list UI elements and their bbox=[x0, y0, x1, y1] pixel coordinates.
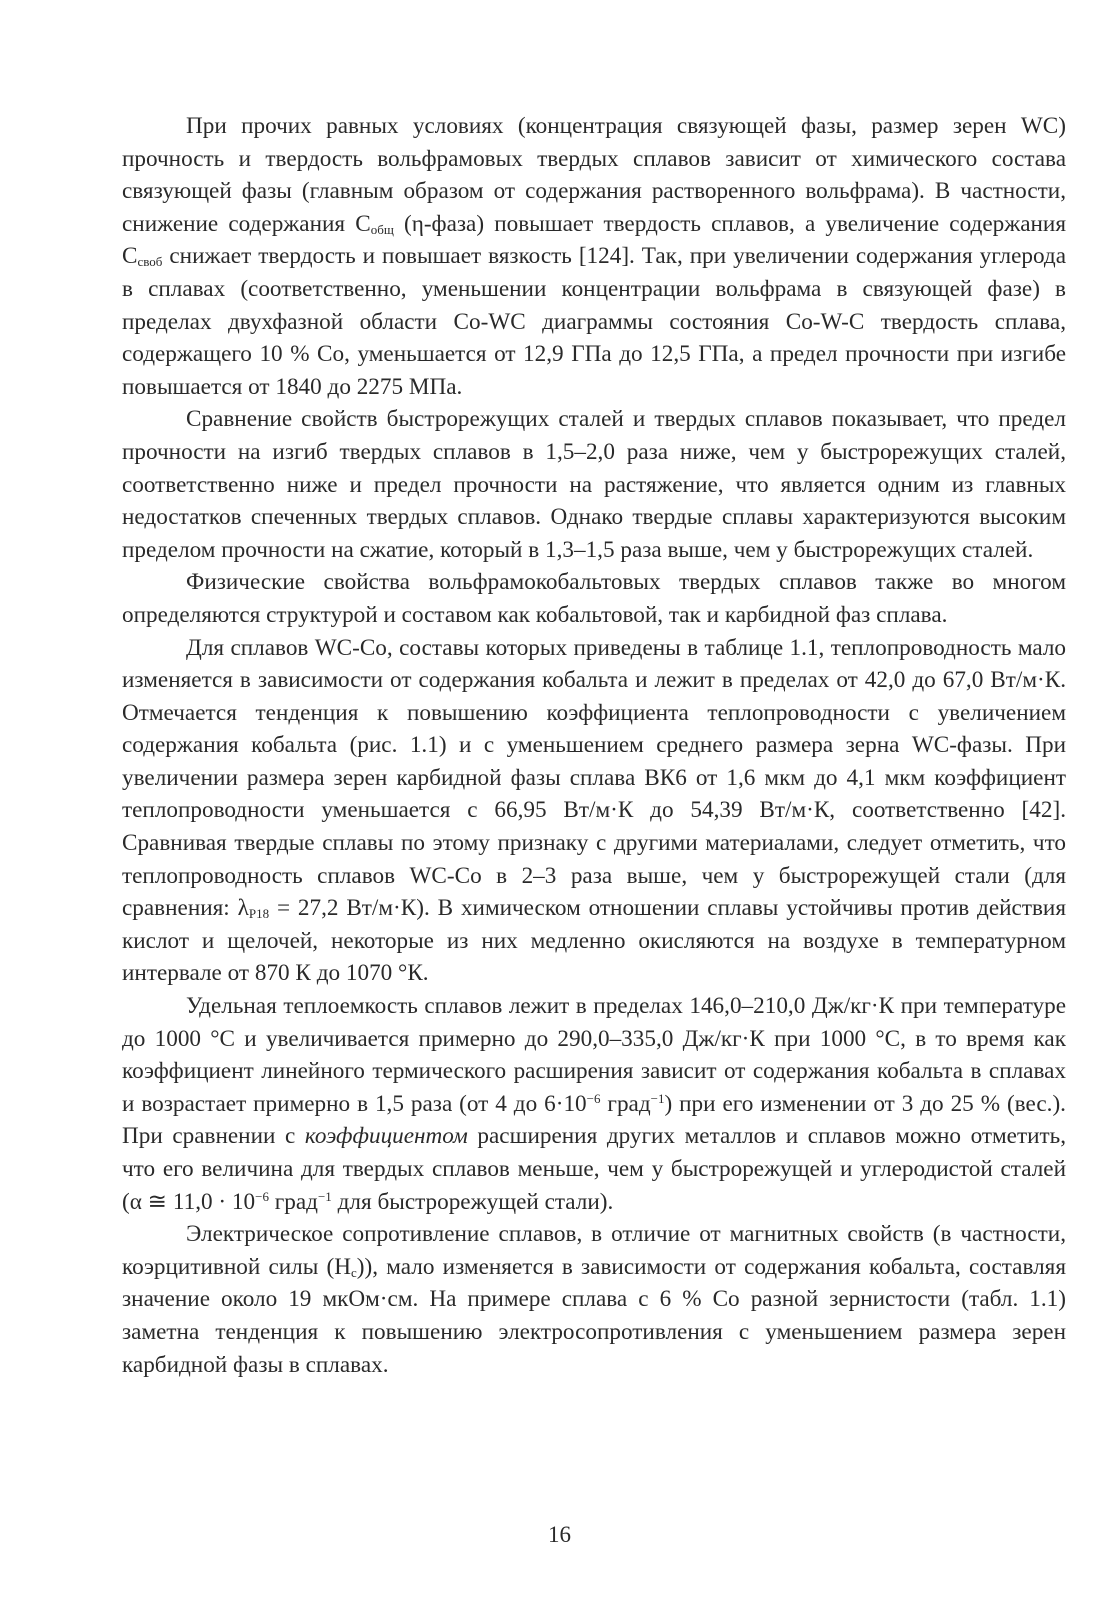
paragraph-6: Электрическое сопротивление сплавов, в отличие от магнитных свойств (в частности, коэрцитивной силы $(H_c)$), мало изменяется в зависимости от содержания кобальта, составляя значение около 19 мкОм·см. На примере сплава с 6 % Co разной зернистости (табл. 1.1) заметна тенденция к повышению электросопротивления с уменьшением размера зерен карбидной фазы в сплавах. bbox=[122, 1221, 1066, 1378]
paragraph-5: Удельная теплоемкость сплавов лежит в пределах 146,0–210,0 Дж/кг·К при температуре до 1000 °С и увеличивается примерно до 290,0–335,0 Дж/кг·К при 1000 °С, в то время как коэффициент линейного термического расширения зависит от содержания кобальта в сплавах и возрастает примерно в 1,5 раза (от 4 до $6\cdot 10^{-6}$ град$^{-1}$) при его изменении от 3 до 25 % (вес.). При сравнении с коэффициентом расширения других металлов и сплавов можно отметить, что его величина для твердых сплавов меньше, чем у быстрорежущей и углеродистой сталей (α ≅ $11,0 \cdot 10^{-6}$ град$^{-1}$ для быстрорежущей стали). bbox=[122, 993, 1067, 1215]
paragraph-4: Для сплавов WC-Co, составы которых приведены в таблице 1.1, теплопроводность мало изменяется в зависимости от содержания кобальта и лежит в пределах от 42,0 до 67,0 Вт/м·К. Отмечается тенденция к повышению коэффициента теплопроводности с увеличением содержания кобальта (рис. 1.1) и с уменьшением среднего размера зерна WC-фазы. При увеличении размера зерен карбидной фазы сплава ВК6 от 1,6 мкм до 4,1 мкм коэффициент теплопроводности уменьшается с 66,95 Вт/м·К до 54,39 Вт/м·К, соответственно [42]. Сравнивая твердые сплавы по этому признаку с другими материалами, следует отметить, что теплопроводность сплавов WC-Co в 2–3 раза выше, чем у быстрорежущей стали (для сравнения: $\lambda_{P18} = 27,2$ Вт/м·К). В химическом отношении сплавы устойчивы против действия кислот и щелочей, некоторые из них медленно окисляются на воздухе в температурном интервале от 870 К до 1070 °К. bbox=[122, 634, 1066, 987]
paragraph-2: Сравнение свойств быстрорежущих сталей и твердых сплавов показывает, что предел прочности на изгиб твердых сплавов в 1,5–2,0 раза ниже, чем у быстрорежущих сталей, соответственно ниже и предел прочности на растяжение, что является одним из главных недостатков спеченных твердых сплавов. Однако твердые сплавы характеризуются высоким пределом прочности на сжатие, который в 1,3–1,5 раза выше, чем у быстрорежущих сталей. bbox=[122, 406, 1066, 563]
page-number: 16 bbox=[548, 1522, 571, 1547]
paragraph-1: При прочих равных условиях (концентрация связующей фазы, размер зерен WC) прочность и твердость вольфрамовых твердых сплавов зависит от химического состава связующей фазы (главным образом от содержания растворенного вольфрама). В частности, снижение содержания $C_{общ}$ (η-фаза) повышает твердость сплавов, а увеличение содержания $C_{своб}$ снижает твердость и повышает вязкость [124]. Так, при увеличении содержания углерода в сплавах (соответственно, уменьшении концентрации вольфрама в связующей фазе) в пределах двухфазной области Co-WC диаграммы состояния Co-W-C твердость сплава, содержащего 10 % Co, уменьшается от 12,9 ГПа до 12,5 ГПа, а предел прочности при изгибе повышается от 1840 до 2275 МПа. bbox=[122, 113, 1066, 400]
document-page bbox=[122, 110, 1066, 1580]
paragraph-3: Физические свойства вольфрамокобальтовых твердых сплавов также во многом определяются структурой и составом как кобальтовой, так и карбидной фаз сплава. bbox=[122, 569, 1066, 628]
